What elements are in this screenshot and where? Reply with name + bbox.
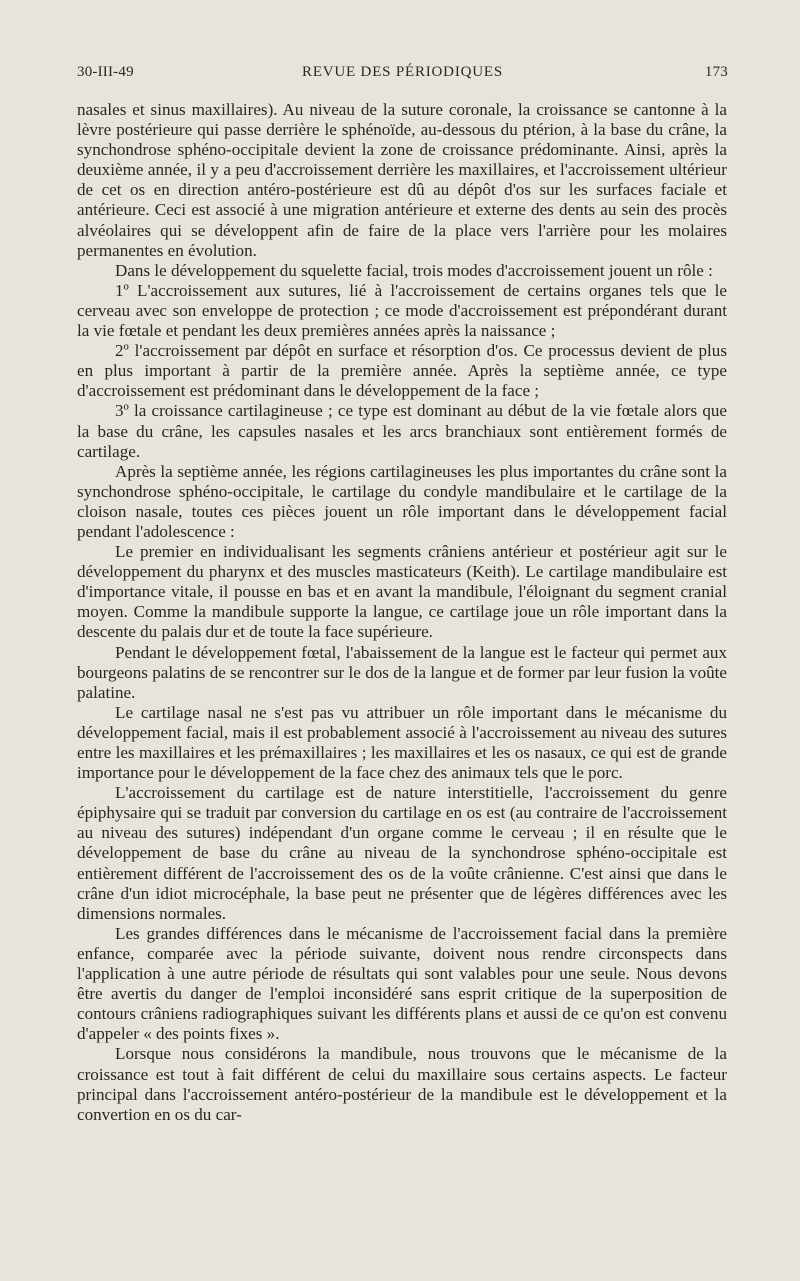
paragraph: Lorsque nous considérons la mandibule, nous trouvons que le mécanisme de la croissance est tout à fait différent de celui du maxillaire sous certains aspects. Le facteur principal dans l'accroissement antéro-postérieur de la mandibule est le développement et la convertion en os du car-: [77, 1044, 727, 1124]
paragraph: 2º l'accroissement par dépôt en surface et résorption d'os. Ce processus devient de plus en plus important à partir de la première année. Après la septième année, ce type d'accroissement est prédominant dans le développement de la face ;: [77, 341, 727, 401]
journal-title: REVUE DES PÉRIODIQUES: [302, 64, 503, 80]
paragraph: 3º la croissance cartilagineuse ; ce type est dominant au début de la vie fœtale alors que la base du crâne, les capsules nasales et les arcs branchiaux sont entièrement formés de cartilage.: [77, 401, 727, 461]
article-body: [77, 100, 727, 1125]
paragraph: L'accroissement du cartilage est de nature interstitielle, l'accroissement du genre épiphysaire qui se traduit par conversion du cartilage en os est (au contraire de l'accroissement au niveau des sutures) indépendant d'un organe comme le cerveau ; il en résulte que le développement de base du crâne au niveau de la synchondrose sphéno-occipitale est entièrement différent de l'accroissement des os de la voûte crânienne. C'est ainsi que dans le crâne d'un idiot microcéphale, la base peut ne présenter que de légères différences avec les dimensions normales.: [77, 783, 727, 923]
issue-date: 30-III-49: [77, 64, 134, 80]
paragraph: Le cartilage nasal ne s'est pas vu attribuer un rôle important dans le mécanisme du développement facial, mais il est probablement associé à l'accroissement au niveau des sutures entre les maxillaires et les prémaxillaires ; les maxillaires et les os nasaux, ce qui est de grande importance pour le développement de la face chez des animaux tels que le porc.: [77, 702, 727, 783]
paragraph: Le premier en individualisant les segments crâniens antérieur et postérieur agit sur le développement du pharynx et des muscles masticateurs (Keith). Le cartilage mandibulaire est d'importance vitale, il pousse en bas et en avant la mandibule, l'éloignant du segment cranial moyen. Comme la mandibule supporte la langue, ce cartilage joue un rôle important dans la descente du palais dur et de toute la face supérieure.: [77, 542, 727, 642]
paragraph: Dans le développement du squelette facial, trois modes d'accroissement jouent un rôle :: [115, 260, 713, 280]
paragraph: nasales et sinus maxillaires). Au niveau de la suture coronale, la croissance se cantonne à la lèvre postérieure qui passe derrière le sphénoïde, au-dessous du ptérion, à la base du crâne, la synchondrose sphéno-occipitale devient la zone de croissance prédominante. Ainsi, après la deuxième année, il y a peu d'accroissement derrière les maxillaires, et l'accroissement ultérieur de cet os en direction antéro-postérieure est dû au dépôt d'os sur les surfaces faciale et antérieure. Ceci est associé à une migration antérieure et externe des dents au sein des procès alvéolaires qui se développent afin de faire de la place vers l'arrière pour les molaires permanentes en évolution.: [77, 100, 727, 260]
paragraph: Pendant le développement fœtal, l'abaissement de la langue est le facteur qui permet aux bourgeons palatins de se rencontrer sur le dos de la langue et de former par leur fusion la voûte palatine.: [77, 642, 727, 702]
page-header: [77, 64, 728, 86]
page-number: 173: [704, 64, 728, 80]
paragraph: Les grandes différences dans le mécanisme de l'accroissement facial dans la première enfance, comparée avec la période suivante, doivent nous rendre circonspects dans l'application à une autre période de résultats qui sont valables pour une seule. Nous devons être avertis du danger de l'emploi inconsidéré sans esprit critique de la superposition de contours crâniens radiographiques suivant les différents plans et aussi de ce qu'on est convenu d'appeler « des points fixes ».: [77, 923, 727, 1044]
paragraph: 1º L'accroissement aux sutures, lié à l'accroissement de certains organes tels que le cerveau avec son enveloppe de protection ; ce mode d'accroissement est prépondérant durant la vie fœtale et pendant les deux premières années après la naissance ;: [77, 280, 727, 341]
paragraph: Après la septième année, les régions cartilagineuses les plus importantes du crâne sont la synchondrose sphéno-occipitale, le cartilage du condyle mandibulaire et le cartilage de la cloison nasale, toutes ces pièces jouent un rôle important dans le développement facial pendant l'adolescence :: [77, 461, 727, 541]
